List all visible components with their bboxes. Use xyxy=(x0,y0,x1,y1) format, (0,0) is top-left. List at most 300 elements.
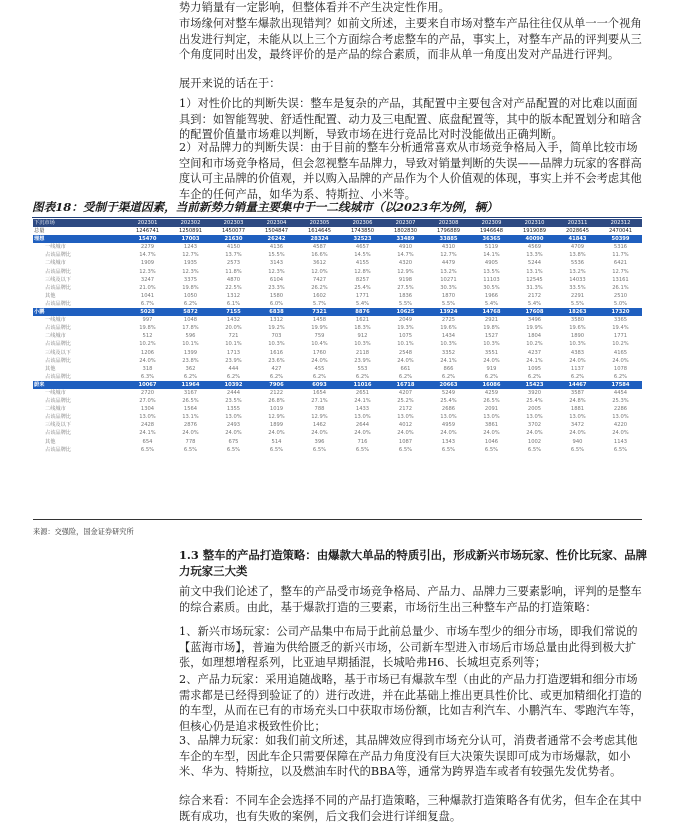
table-cell: 19.6% xyxy=(440,325,457,332)
table-cell: 13.0% xyxy=(139,414,156,421)
table-cell: 27.0% xyxy=(139,398,156,405)
table-cell: 23.9% xyxy=(225,357,242,364)
table-row xyxy=(33,340,642,348)
table-cell: 3587 xyxy=(570,389,585,396)
table-row xyxy=(33,316,642,324)
table-cell: 5244 xyxy=(527,260,542,267)
table-cell: 1399 xyxy=(183,349,198,356)
table-cell: 1433 xyxy=(355,406,370,413)
table-cell: 13.7% xyxy=(225,252,242,259)
table-row xyxy=(33,243,642,251)
figure-title: 图表18：受制于渠道因素，当前新势力销量主要集中于一二线城市（以2023年为例，辆） xyxy=(32,199,642,218)
table-cell: 3496 xyxy=(527,317,542,324)
row-label: 占该品牌比 xyxy=(45,284,71,291)
table-cell: 21.0% xyxy=(139,284,156,291)
table-cell: 661 xyxy=(400,365,411,372)
table-cell: 10.1% xyxy=(182,341,199,348)
table-cell: 4383 xyxy=(570,349,585,356)
table-cell: 788 xyxy=(314,406,325,413)
table-cell: 1602 xyxy=(312,292,327,299)
table-cell: 4479 xyxy=(441,260,456,267)
table-cell: 759 xyxy=(314,333,325,340)
table-cell: 12.3% xyxy=(139,268,156,275)
table-cell: 6.2% xyxy=(484,373,499,380)
table-cell: 24.0% xyxy=(397,357,414,364)
row-label: 占该品牌比 xyxy=(45,398,71,405)
table-cell: 1458 xyxy=(312,317,327,324)
table-cell: 6.5% xyxy=(269,446,284,453)
table-cell: 202305 xyxy=(298,219,341,227)
table-cell: 24.0% xyxy=(440,430,457,437)
table-cell: 2428 xyxy=(140,422,155,429)
table-cell: 23.8% xyxy=(182,357,199,364)
table-cell: 5119 xyxy=(484,244,499,251)
table-cell: 12.7% xyxy=(612,268,629,275)
table-total-row xyxy=(33,227,642,235)
table-cell: 202303 xyxy=(212,219,255,227)
table-cell: 202304 xyxy=(255,219,298,227)
table-cell: 13.0% xyxy=(612,414,629,421)
table-cell: 1713 xyxy=(226,349,241,356)
table-cell: 19.9% xyxy=(311,325,328,332)
table-cell: 13.0% xyxy=(225,414,242,421)
row-label: 占该品牌比 xyxy=(45,414,71,421)
table-cell: 24.0% xyxy=(526,430,543,437)
table-cell: 10.4% xyxy=(311,341,328,348)
table-cell: 3167 xyxy=(183,389,198,396)
table-cell: 3551 xyxy=(484,349,499,356)
table-cell: 10.3% xyxy=(440,341,457,348)
table-cell: 721 xyxy=(228,333,239,340)
table-cell: 1312 xyxy=(226,292,241,299)
table-cell: 3612 xyxy=(312,260,327,267)
table-cell: 1048 xyxy=(183,317,198,324)
table-cell: 5536 xyxy=(570,260,585,267)
table-cell: 36365 xyxy=(470,235,513,243)
table-cell: 3365 xyxy=(613,317,628,324)
table-cell: 1137 xyxy=(570,365,585,372)
table-cell: 2548 xyxy=(398,349,413,356)
table-cell: 3375 xyxy=(183,276,198,283)
table-cell: 6.2% xyxy=(441,373,456,380)
table-cell: 2028645 xyxy=(565,228,590,235)
table-cell: 10067 xyxy=(126,381,169,389)
table-cell: 1881 xyxy=(570,406,585,413)
table-cell: 6.5% xyxy=(527,446,542,453)
section-heading: 1.3 整车的产品打造策略：由爆款大单品的特质引出，形成新兴市场玩家、性价比玩家、品牌力玩家三大类 xyxy=(179,548,648,578)
table-cell: 10.3% xyxy=(354,341,371,348)
table-cell: 6.7% xyxy=(140,300,155,307)
table-cell: 1614645 xyxy=(307,228,332,235)
table-cell: 15.5% xyxy=(268,252,285,259)
table-cell: 703 xyxy=(271,333,282,340)
table-cell: 24.0% xyxy=(397,430,414,437)
section-paragraph-4: 3、品牌力玩家：如我们前文所述，其品牌效应得到市场充分认可，消费者通常不会考虑其他车企的车型，因此车企只需要保障在产品力角度没有巨大决策失误即可成为市场爆款，如小米、华为、特斯拉，以及燃油车时代的BBA等，通常为跨界造车或者有较强先发优势者。 xyxy=(179,734,638,779)
table-cell: 6.2% xyxy=(398,373,413,380)
table-cell: 6.5% xyxy=(355,446,370,453)
table-cell: 24.0% xyxy=(225,430,242,437)
row-label: 二线城市 xyxy=(45,333,66,340)
table-cell: 1899 xyxy=(269,422,284,429)
table-cell: 5028 xyxy=(126,308,169,316)
table-cell: 24.1% xyxy=(354,398,371,405)
table-cell: 24.0% xyxy=(483,430,500,437)
table-cell: 444 xyxy=(228,365,239,372)
table-cell: 2573 xyxy=(226,260,241,267)
table-cell: 24.1% xyxy=(440,357,457,364)
table-cell: 4587 xyxy=(312,244,327,251)
table-cell: 10625 xyxy=(384,308,427,316)
table-cell: 1564 xyxy=(183,406,198,413)
table-cell: 6.2% xyxy=(527,373,542,380)
table-cell: 5.4% xyxy=(484,300,499,307)
table-cell: 5872 xyxy=(169,308,212,316)
table-cell: 1250891 xyxy=(178,228,203,235)
table-cell: 24.0% xyxy=(139,357,156,364)
table-cell: 2005 xyxy=(527,406,542,413)
row-label: 蔚来 xyxy=(33,381,126,389)
table-cell: 2876 xyxy=(183,422,198,429)
table-cell: 17320 xyxy=(599,308,642,316)
table-brand-row xyxy=(33,308,642,316)
table-cell: 33885 xyxy=(427,235,470,243)
table-cell: 33.5% xyxy=(569,284,586,291)
table-cell: 6.3% xyxy=(140,373,155,380)
table-cell: 1919089 xyxy=(522,228,547,235)
table-cell: 24.0% xyxy=(569,357,586,364)
table-cell: 4136 xyxy=(269,244,284,251)
table-cell: 13.8% xyxy=(569,252,586,259)
table-cell: 10.3% xyxy=(268,341,285,348)
row-label: 其他 xyxy=(45,365,56,372)
table-cell: 1078 xyxy=(613,365,628,372)
table-cell: 1909 xyxy=(140,260,155,267)
table-cell: 24.0% xyxy=(612,357,629,364)
table-cell: 24.0% xyxy=(311,357,328,364)
table-cell: 2651 xyxy=(355,389,370,396)
table-cell: 3920 xyxy=(527,389,542,396)
table-cell: 2444 xyxy=(226,389,241,396)
table-cell: 2686 xyxy=(441,406,456,413)
table-cell: 14768 xyxy=(470,308,513,316)
table-cell: 1616 xyxy=(269,349,284,356)
row-label: 占该品牌比 xyxy=(45,446,71,453)
table-cell: 11964 xyxy=(169,381,212,389)
table-cell: 13.0% xyxy=(354,414,371,421)
table-cell: 202308 xyxy=(427,219,470,227)
table-cell: 13.1% xyxy=(182,414,199,421)
table-cell: 6093 xyxy=(298,381,341,389)
table-cell: 6.5% xyxy=(441,446,456,453)
row-label: 占该品牌比 xyxy=(45,325,71,332)
row-label: 其他 xyxy=(45,292,56,299)
table-cell: 6.5% xyxy=(226,446,241,453)
table-cell: 5.4% xyxy=(355,300,370,307)
table-cell: 24.0% xyxy=(311,430,328,437)
table-cell: 2921 xyxy=(484,317,499,324)
table-cell: 13161 xyxy=(612,276,629,283)
table-row xyxy=(33,405,642,413)
table-cell: 50399 xyxy=(599,235,642,243)
table-cell: 4657 xyxy=(355,244,370,251)
table-cell: 24.0% xyxy=(268,430,285,437)
table-cell: 3247 xyxy=(140,276,155,283)
table-row xyxy=(33,284,642,292)
table-cell: 2644 xyxy=(355,422,370,429)
table-cell: 362 xyxy=(185,365,196,372)
table-cell: 13.0% xyxy=(440,414,457,421)
table-cell: 14.5% xyxy=(354,252,371,259)
table-cell: 6.5% xyxy=(312,446,327,453)
table-cell: 26.5% xyxy=(483,398,500,405)
table-cell: 2172 xyxy=(398,406,413,413)
table-cell: 12.3% xyxy=(182,268,199,275)
table-row xyxy=(33,397,642,405)
table-cell: 1935 xyxy=(183,260,198,267)
table-cell: 553 xyxy=(357,365,368,372)
table-cell: 5.0% xyxy=(613,300,628,307)
table-cell: 25.4% xyxy=(526,398,543,405)
row-label: 占该品牌比 xyxy=(45,300,71,307)
table-cell: 202310 xyxy=(513,219,556,227)
table-cell: 596 xyxy=(185,333,196,340)
table-row xyxy=(33,251,642,259)
row-label: 小鹏 xyxy=(33,308,126,316)
table-cell: 25.2% xyxy=(397,398,414,405)
table-cell: 3702 xyxy=(527,422,542,429)
table-cell: 19.8% xyxy=(483,325,500,332)
row-label: 其他 xyxy=(45,438,56,445)
table-cell: 5.5% xyxy=(398,300,413,307)
table-cell: 26.1% xyxy=(612,284,629,291)
table-cell: 6.2% xyxy=(312,373,327,380)
table-cell: 1095 xyxy=(527,365,542,372)
table-cell: 23.6% xyxy=(268,357,285,364)
table-cell: 675 xyxy=(228,438,239,445)
table-cell: 1796889 xyxy=(436,228,461,235)
table-cell: 24.1% xyxy=(139,430,156,437)
table-cell: 1432 xyxy=(226,317,241,324)
table-cell: 2091 xyxy=(484,406,499,413)
table-cell: 12.3% xyxy=(268,268,285,275)
table-cell: 6104 xyxy=(269,276,284,283)
table-header-row xyxy=(33,219,642,227)
table-row xyxy=(33,292,642,300)
table-cell: 4220 xyxy=(613,422,628,429)
table-cell: 4905 xyxy=(484,260,499,267)
table-cell: 2720 xyxy=(140,389,155,396)
table-cell: 1804 xyxy=(527,333,542,340)
row-label: 占该品牌比 xyxy=(45,252,71,259)
table-cell: 1312 xyxy=(269,317,284,324)
table-row xyxy=(33,332,642,340)
intro-paragraph-1: 市场缘何对整车爆款出现错判？如前文所述，主要来自市场对整车产品往往仅从单一一个视角出发进行判定，未能从以上三个方面综合考虑整车的产品，事实上，对整车产品的评判要从三个角度同时出发，最终评价的是产品的综合素质，而非从单一角度出发对产品进行评判。 xyxy=(179,17,642,62)
table-row xyxy=(33,349,642,357)
table-cell: 13.2% xyxy=(569,268,586,275)
table-cell: 6.2% xyxy=(570,373,585,380)
table-cell: 1304 xyxy=(140,406,155,413)
table-cell: 997 xyxy=(142,317,153,324)
row-label: 占该品牌比 xyxy=(45,430,71,437)
table-cell: 2172 xyxy=(527,292,542,299)
table-cell: 11016 xyxy=(341,381,384,389)
table-cell: 6.5% xyxy=(183,446,198,453)
table-cell: 6.2% xyxy=(183,373,198,380)
table-cell: 16718 xyxy=(384,381,427,389)
table-cell: 5316 xyxy=(613,244,628,251)
row-label: 占该品牌比 xyxy=(45,357,71,364)
table-cell: 1050 xyxy=(183,292,198,299)
table-cell: 25.3% xyxy=(612,398,629,405)
table-cell: 6.2% xyxy=(613,373,628,380)
table-cell: 202306 xyxy=(341,219,384,227)
table-cell: 7906 xyxy=(255,381,298,389)
table-row xyxy=(33,438,642,446)
table-cell: 1343 xyxy=(441,438,456,445)
table-row xyxy=(33,324,642,332)
intro-paragraph-3: 1）对性价比的判断失误：整车是复杂的产品，其配置中主要包含对产品配置的对比难以面面具到：如智能驾驶、舒适性配置、动力及三电配置、底盘配置等，其中的版本配置划分和暗含的配置价值量市场难以判断，导致市场在进行竞品比对时没能做出正确判断。 xyxy=(179,97,642,142)
table-cell: 16.6% xyxy=(311,252,328,259)
table-cell: 919 xyxy=(486,365,497,372)
table-cell: 14467 xyxy=(556,381,599,389)
table-cell: 30.5% xyxy=(483,284,500,291)
table-row xyxy=(33,357,642,365)
table-cell: 25.4% xyxy=(354,284,371,291)
table-cell: 1087 xyxy=(398,438,413,445)
table-cell: 13924 xyxy=(427,308,470,316)
table-cell: 15470 xyxy=(126,235,169,243)
table-cell: 10.2% xyxy=(612,341,629,348)
table-cell: 1946648 xyxy=(479,228,504,235)
table-row xyxy=(33,413,642,421)
table-cell: 12.8% xyxy=(354,268,371,275)
table-cell: 14.1% xyxy=(483,252,500,259)
table-cell: 1206 xyxy=(140,349,155,356)
table-cell: 202309 xyxy=(470,219,513,227)
table-cell: 1041 xyxy=(140,292,155,299)
table-cell: 3580 xyxy=(570,317,585,324)
table-cell: 1771 xyxy=(355,292,370,299)
table-cell: 13.0% xyxy=(483,414,500,421)
table-cell: 16086 xyxy=(470,381,513,389)
row-label: 理想 xyxy=(33,235,126,243)
table-cell: 1450077 xyxy=(221,228,246,235)
row-label: 一线城市 xyxy=(45,244,66,251)
table-cell: 10.2% xyxy=(526,341,543,348)
table-cell: 8876 xyxy=(341,308,384,316)
table-cell: 866 xyxy=(443,365,454,372)
table-cell: 5.4% xyxy=(527,300,542,307)
table-cell: 33489 xyxy=(384,235,427,243)
table-cell: 14.7% xyxy=(139,252,156,259)
row-label: 下沉市场 xyxy=(33,219,126,227)
table-cell: 24.0% xyxy=(569,430,586,437)
table-cell: 17.8% xyxy=(182,325,199,332)
table-cell: 455 xyxy=(314,365,325,372)
table-cell: 32523 xyxy=(341,235,384,243)
table-row xyxy=(33,446,642,454)
table-cell: 13.0% xyxy=(397,414,414,421)
table-cell: 13.0% xyxy=(569,414,586,421)
table-cell: 778 xyxy=(185,438,196,445)
table-cell: 12545 xyxy=(526,276,543,283)
section-paragraph-2: 1、新兴市场玩家：公司产品集中布局于此前总量少、市场车型少的细分市场，即我们常说的【蓝海市场】，普遍为供给匮乏的新兴市场，公司新车型进入市场后市场总量由此得到极大扩张，如理想增程系列，比亚迪早期插混，长城哈弗H6、长城坦克系列等； xyxy=(179,625,638,670)
table-row xyxy=(33,365,642,373)
table-cell: 13.2% xyxy=(440,268,457,275)
table-cell: 1143 xyxy=(613,438,628,445)
table-cell: 1743850 xyxy=(350,228,375,235)
table-cell: 514 xyxy=(271,438,282,445)
table-cell: 10271 xyxy=(440,276,457,283)
table-cell: 4454 xyxy=(613,389,628,396)
table-cell: 11103 xyxy=(483,276,500,283)
table-cell: 4320 xyxy=(398,260,413,267)
table-cell: 4959 xyxy=(441,422,456,429)
sales-table xyxy=(33,219,642,520)
table-cell: 15423 xyxy=(513,381,556,389)
table-cell: 13.3% xyxy=(526,252,543,259)
table-cell: 4237 xyxy=(527,349,542,356)
table-cell: 26.8% xyxy=(268,398,285,405)
table-cell: 1966 xyxy=(484,292,499,299)
table-cell: 3472 xyxy=(570,422,585,429)
table-cell: 912 xyxy=(357,333,368,340)
table-cell: 202302 xyxy=(169,219,212,227)
table-cell: 1046 xyxy=(484,438,499,445)
table-cell: 20663 xyxy=(427,381,470,389)
table-cell: 2279 xyxy=(140,244,155,251)
table-cell: 6.1% xyxy=(226,300,241,307)
row-label: 占该品牌比 xyxy=(45,341,71,348)
table-cell: 23.9% xyxy=(354,357,371,364)
table-cell: 24.1% xyxy=(526,357,543,364)
row-label: 占该品牌比 xyxy=(45,268,71,275)
table-cell: 11.8% xyxy=(225,268,242,275)
table-cell: 1527 xyxy=(484,333,499,340)
table-cell: 2291 xyxy=(570,292,585,299)
table-cell: 23.3% xyxy=(268,284,285,291)
table-cell: 18.3% xyxy=(354,325,371,332)
table-cell: 6.5% xyxy=(398,446,413,453)
table-cell: 26.2% xyxy=(311,284,328,291)
table-cell: 4870 xyxy=(226,276,241,283)
intro-paragraph-4: 2）对品牌力的判断失误：由于目前的整车分析通常喜欢从市场竞争格局入手，简单比较市场空间和市场竞争格局，但会忽视整车品牌力，导致对销量判断的失误——品牌力玩家的客群高度认可主品牌的价值观，并以购入品牌的产品作为个人价值观的体现，事实上并不会考虑其他车企的任何产品，如华为系、特斯拉、小米等。 xyxy=(179,141,642,201)
table-cell: 1075 xyxy=(398,333,413,340)
table-cell: 19.9% xyxy=(526,325,543,332)
table-cell: 2493 xyxy=(226,422,241,429)
section-paragraph-1: 前文中我们论述了，整车的产品受市场竞争格局、产品力、品牌力三要素影响，评判的是整车的综合素质。由此，基于爆款打造的三要素，市场衍生出三种整车产品的打造策略： xyxy=(179,585,642,614)
table-cell: 202311 xyxy=(556,219,599,227)
table-cell: 6838 xyxy=(255,308,298,316)
table-cell: 12.9% xyxy=(397,268,414,275)
intro-paragraph-0: 势力销量有一定影响，但整体看并不产生决定性作用。 xyxy=(179,1,450,14)
table-cell: 3352 xyxy=(441,349,456,356)
table-cell: 1246741 xyxy=(135,228,160,235)
table-cell: 6.2% xyxy=(226,373,241,380)
table-cell: 1434 xyxy=(441,333,456,340)
table-cell: 6421 xyxy=(613,260,628,267)
table-cell: 6.5% xyxy=(484,446,499,453)
table-brand-row xyxy=(33,235,642,243)
table-cell: 10.3% xyxy=(483,341,500,348)
row-label: 二线城市 xyxy=(45,260,66,267)
table-cell: 1504847 xyxy=(264,228,289,235)
intro-paragraph-2: 展开来说的话在于： xyxy=(179,77,281,90)
table-cell: 716 xyxy=(357,438,368,445)
row-label: 占该品牌比 xyxy=(45,373,71,380)
row-label: 三线及以下 xyxy=(45,276,71,283)
table-cell: 10.1% xyxy=(225,341,242,348)
